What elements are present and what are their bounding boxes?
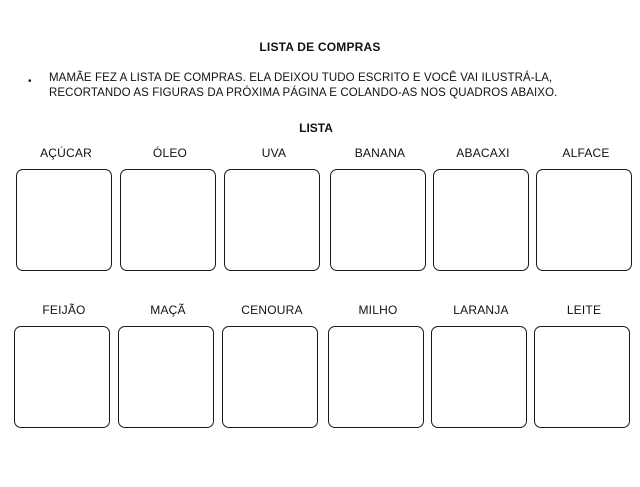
item-label: LEITE <box>566 303 602 317</box>
picture-box <box>16 169 112 271</box>
item-label: MILHO <box>358 303 398 317</box>
item-cell <box>431 300 531 428</box>
picture-box <box>14 326 110 428</box>
item-label: AÇÚCAR <box>40 146 92 160</box>
item-label: BANANA <box>354 146 406 160</box>
picture-box <box>534 326 630 428</box>
item-label: ÓLEO <box>152 146 188 160</box>
item-cell <box>328 300 428 428</box>
item-label: CENOURA <box>241 303 303 317</box>
item-cell <box>118 300 218 428</box>
item-label: LARANJA <box>453 303 509 317</box>
picture-box <box>536 169 632 271</box>
item-cell <box>14 300 114 428</box>
item-cell <box>433 143 533 271</box>
list-subtitle: LISTA <box>299 121 333 135</box>
item-label: ABACAXI <box>456 146 510 160</box>
bullet-marker: • <box>28 76 32 87</box>
shopping-row-1 <box>0 143 640 273</box>
item-cell <box>224 143 324 271</box>
item-cell <box>536 143 636 271</box>
page-title: LISTA DE COMPRAS <box>259 40 381 54</box>
item-label: MAÇÃ <box>150 303 186 317</box>
picture-box <box>433 169 529 271</box>
picture-box <box>431 326 527 428</box>
item-cell <box>534 300 634 428</box>
item-label: UVA <box>261 146 287 160</box>
item-cell <box>222 300 322 428</box>
item-cell <box>120 143 220 271</box>
item-label: ALFACE <box>562 146 610 160</box>
picture-box <box>118 326 214 428</box>
item-cell <box>330 143 430 271</box>
shopping-row-2 <box>0 300 640 430</box>
item-label: FEIJÃO <box>42 303 86 317</box>
instruction-text <box>49 71 629 101</box>
picture-box <box>222 326 318 428</box>
item-cell <box>16 143 116 271</box>
picture-box <box>328 326 424 428</box>
instruction-line-2: RECORTANDO AS FIGURAS DA PRÓXIMA PÁGINA E COLANDO-AS NOS QUADROS ABAIXO. <box>49 87 558 99</box>
picture-box <box>330 169 426 271</box>
picture-box <box>224 169 320 271</box>
instruction-line-1: MAMÃE FEZ A LISTA DE COMPRAS. ELA DEIXOU TUDO ESCRITO E VOCÊ VAI ILUSTRÁ-LA, <box>49 72 553 84</box>
picture-box <box>120 169 216 271</box>
